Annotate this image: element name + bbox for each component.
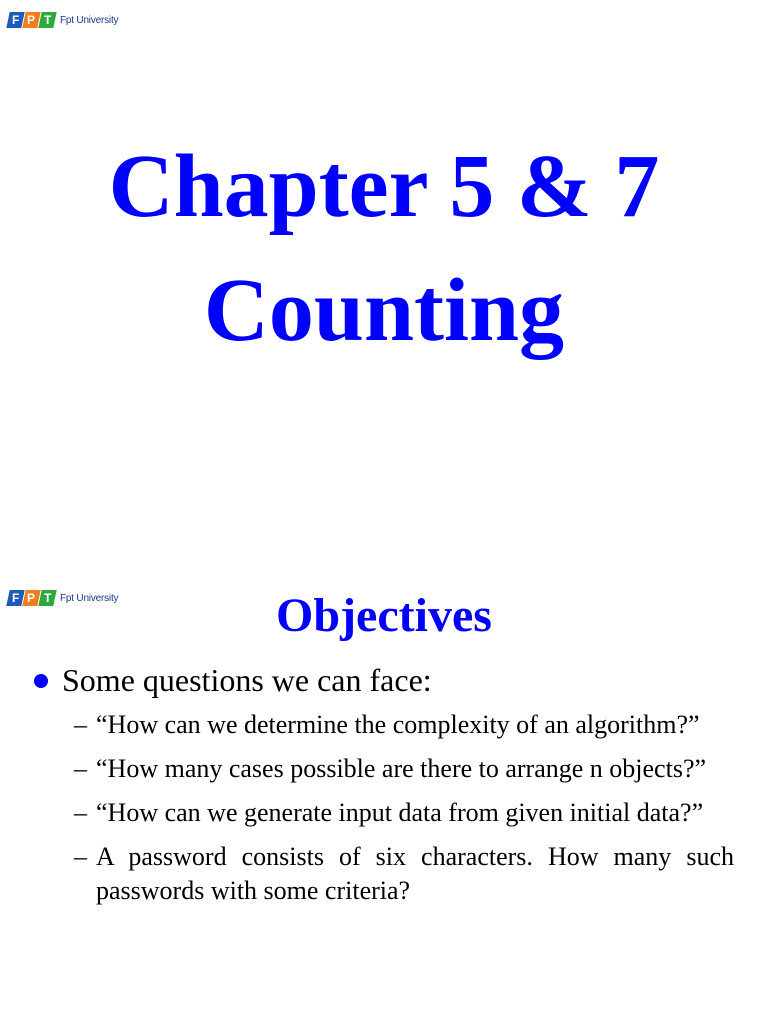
logo-tile-t: T (38, 12, 56, 28)
sub-bullet-item (74, 796, 734, 830)
sub-bullet-text: “How many cases possible are there to arrange n objects?” (96, 754, 707, 783)
slide-objectives (0, 572, 768, 1024)
sub-bullet-text: A password consists of six characters. How many such passwords with some criteria? (96, 842, 734, 905)
chapter-subtitle: Counting (203, 261, 565, 360)
bullet-dot-icon (34, 674, 48, 688)
logo-text: Fpt University (60, 14, 119, 26)
bullet-text: Some questions we can face: (62, 662, 432, 698)
fpt-logo (8, 12, 118, 28)
sub-bullet-item (74, 752, 734, 786)
sub-bullet-text: “How can we determine the complexity of an algorithm?” (96, 710, 700, 739)
logo-tile-p: P (22, 590, 40, 606)
sub-bullet-item (74, 708, 734, 742)
slide-heading: Objectives (276, 589, 492, 642)
logo-tile-t: T (38, 590, 56, 606)
sub-bullet-item (74, 840, 734, 908)
dash-icon: – (74, 710, 87, 739)
dash-icon: – (74, 842, 87, 871)
fpt-logo-tiles (8, 12, 55, 28)
logo-text: Fpt University (60, 592, 119, 604)
bullet-item (34, 660, 432, 700)
logo-tile-f: F (6, 590, 24, 606)
dash-icon: – (74, 798, 87, 827)
sub-bullet-list (74, 708, 734, 918)
chapter-title: Chapter 5 & 7 (108, 137, 660, 236)
logo-tile-p: P (22, 12, 40, 28)
dash-icon: – (74, 754, 87, 783)
logo-tile-f: F (6, 12, 24, 28)
sub-bullet-text: “How can we generate input data from given initial data?” (96, 798, 704, 827)
